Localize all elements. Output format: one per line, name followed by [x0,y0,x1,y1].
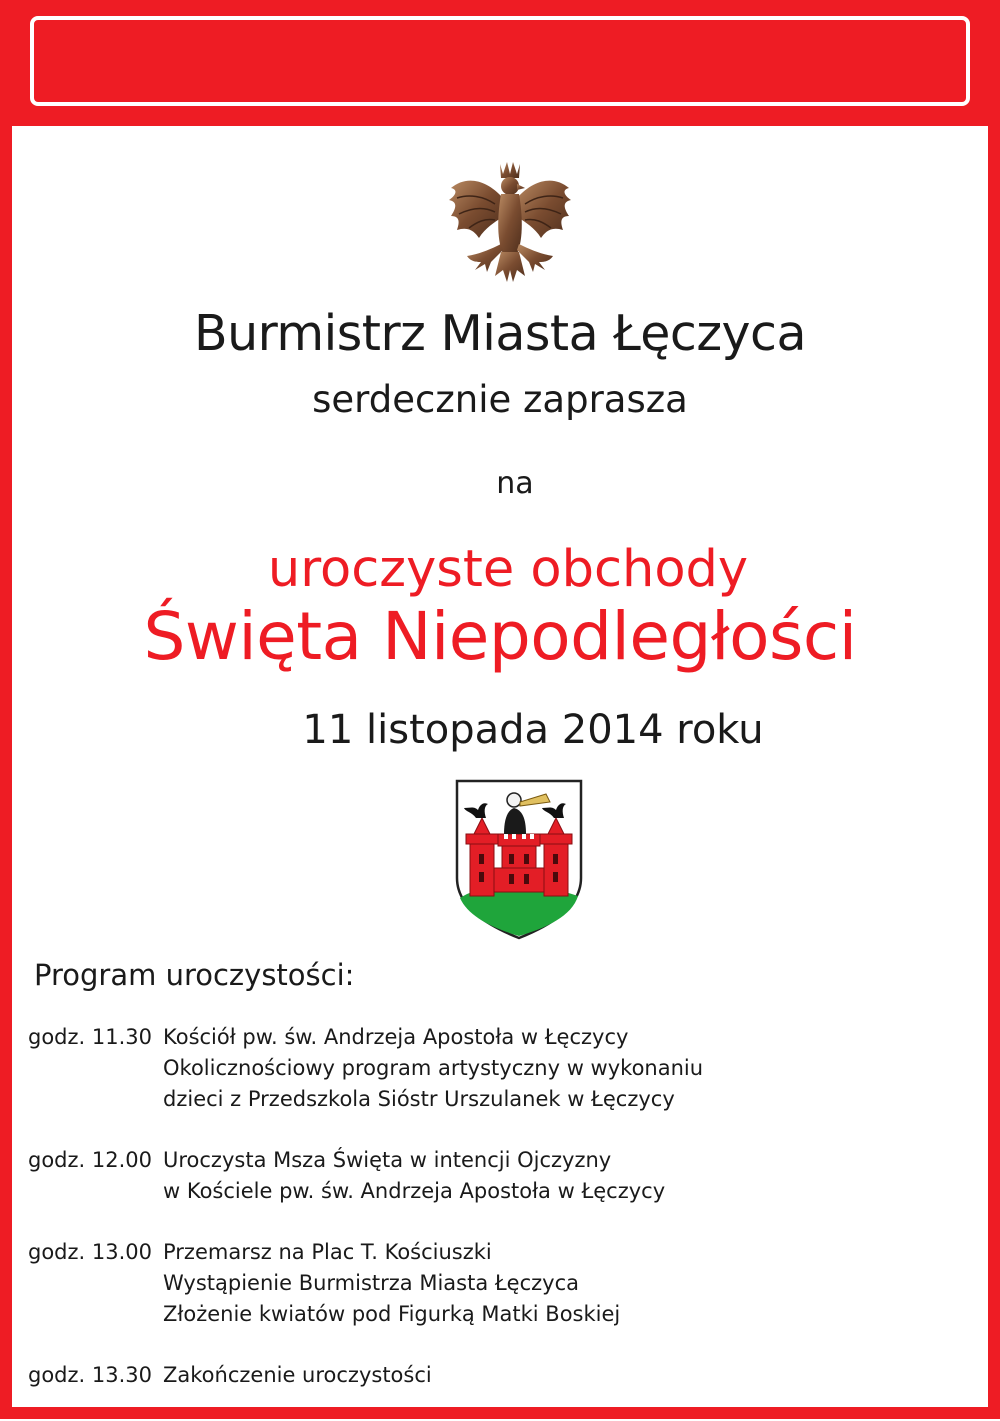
event-line-2: Święta Niepodległości [143,598,857,675]
program-line: dzieci z Przedszkola Sióstr Urszulanek w Łęczycy [163,1087,675,1111]
program-description [163,1145,665,1207]
program-line: Przemarsz na Plac T. Kościuszki [163,1240,492,1264]
program-line: Wystąpienie Burmistrza Miasta Łęczyca [163,1271,580,1295]
event-line-1: uroczyste obchody [267,540,749,599]
program-item [28,1145,968,1207]
program-time: godz. 11.30 [28,1025,153,1049]
event-date: 11 listopada 2014 roku [302,707,764,753]
invitation-subtitle: serdecznie zaprasza [312,378,688,421]
connector-text: na [496,466,534,501]
program-list [28,1022,968,1421]
program-time: godz. 13.00 [28,1240,153,1264]
program-line: w Kościele pw. św. Andrzeja Apostoła w Łęczycy [163,1179,666,1203]
program-time: godz. 13.30 [28,1363,153,1387]
program-description [163,1237,620,1330]
program-item [28,1022,968,1115]
page-title: Burmistrz Miasta Łęczyca [193,305,807,362]
program-item [28,1237,968,1330]
leczyca-coat-of-arms-icon [454,778,584,940]
program-line: Uroczysta Msza Święta w intencji Ojczyzny [163,1148,612,1172]
program-line: Kościół pw. św. Andrzeja Apostoła w Łęczycy [163,1025,629,1049]
program-time: godz. 12.00 [28,1148,153,1172]
polish-eagle-icon [445,158,575,298]
program-line: Zakończenie uroczystości [163,1363,432,1387]
program-description [163,1022,703,1115]
program-heading: Program uroczystości: [34,958,355,992]
program-line: Okolicznościowy program artystyczny w wykonaniu [163,1056,704,1080]
program-line: Złożenie kwiatów pod Figurką Matki Boskiej [163,1302,621,1326]
program-item [28,1360,968,1391]
program-description [163,1360,432,1391]
